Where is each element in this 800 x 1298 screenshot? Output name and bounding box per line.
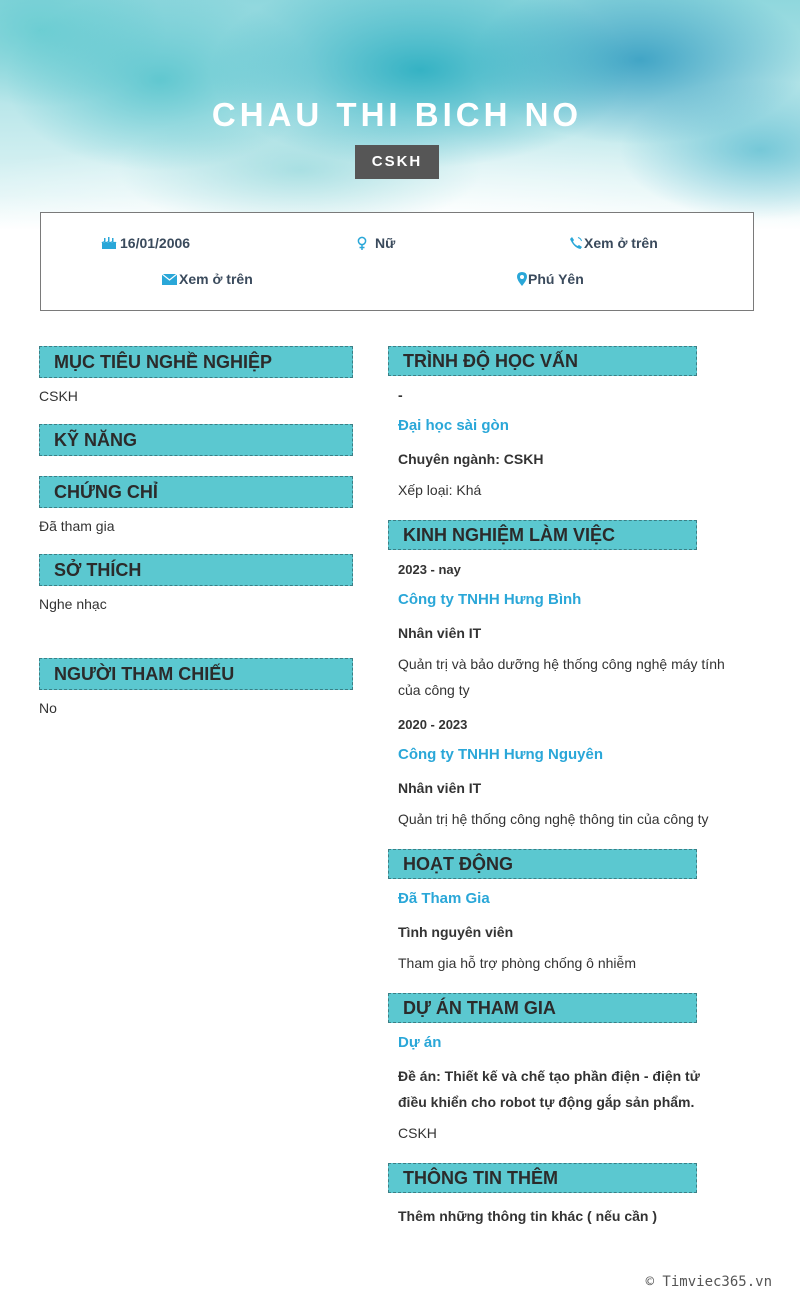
experience-time: 2023 - nay — [398, 562, 461, 577]
birthday-item — [101, 235, 190, 251]
extra-info-text: Thêm những thông tin khác ( nếu cần ) — [398, 1208, 658, 1224]
skills-title: KỸ NĂNG — [39, 424, 353, 456]
experience-company: Công ty TNHH Hưng Bình — [398, 591, 582, 608]
cake-icon — [101, 236, 117, 250]
birthday-value: 16/01/2006 — [120, 235, 191, 251]
experience-position: Nhân viên IT — [398, 780, 482, 796]
address-value: Phú Yên — [528, 271, 584, 287]
email-value: Xem ở trên — [179, 271, 253, 287]
phone-item — [569, 235, 658, 251]
job-title-badge: CSKH — [355, 145, 439, 179]
gender-value: Nữ — [375, 235, 396, 251]
copyright-footer: © Timviec365.vn — [645, 1274, 772, 1290]
extra-info-title: THÔNG TIN THÊM — [388, 1163, 697, 1193]
activities-title: HOẠT ĐỘNG — [388, 849, 697, 879]
projects-title: DỰ ÁN THAM GIA — [388, 993, 697, 1023]
objective-title: MỤC TIÊU NGHỀ NGHIỆP — [39, 346, 353, 378]
experience-description: Quản trị và bảo dưỡng hệ thống công nghệ máy tính của công ty — [398, 656, 725, 698]
activities-description: Tham gia hỗ trợ phòng chống ô nhiễm — [398, 955, 636, 971]
certificates-text: Đã tham gia — [39, 518, 115, 534]
objective-text: CSKH — [39, 388, 78, 404]
envelope-icon — [162, 274, 177, 285]
phone-value: Xem ở trên — [584, 235, 658, 251]
education-school: Đại học sài gòn — [398, 417, 509, 434]
female-icon — [357, 236, 367, 251]
certificates-title: CHỨNG CHỈ — [39, 476, 353, 508]
candidate-name: CHAU THI BICH NO — [211, 96, 583, 133]
experience-time: 2020 - 2023 — [398, 717, 468, 732]
experience-company: Công ty TNHH Hưng Nguyên — [398, 746, 604, 763]
hobbies-title: SỞ THÍCH — [39, 554, 353, 586]
education-major: Chuyên ngành: CSKH — [398, 451, 544, 467]
education-title: TRÌNH ĐỘ HỌC VẤN — [388, 346, 697, 376]
education-time: - — [398, 387, 403, 403]
experience-title: KINH NGHIỆM LÀM VIỆC — [388, 520, 697, 550]
activities-org: Đã Tham Gia — [398, 890, 490, 907]
experience-description: Quản trị hệ thống công nghệ thông tin của công ty — [398, 811, 709, 827]
map-pin-icon — [517, 272, 527, 286]
project-name: Dự án — [398, 1034, 442, 1051]
header-banner — [0, 0, 800, 230]
activities-role: Tình nguyên viên — [398, 924, 514, 940]
phone-icon — [569, 236, 583, 250]
email-item — [162, 271, 253, 287]
references-title: NGƯỜI THAM CHIẾU — [39, 658, 353, 690]
references-text: No — [39, 700, 57, 716]
project-detail: Đề án: Thiết kế và chế tạo phần điện - điện tử điều khiển cho robot tự động gắp sản phẩm. — [398, 1068, 700, 1110]
project-role: CSKH — [398, 1125, 437, 1141]
education-grade: Xếp loại: Khá — [398, 482, 482, 498]
gender-item — [357, 235, 395, 251]
address-item — [517, 271, 584, 287]
contact-info-box — [40, 212, 754, 311]
experience-position: Nhân viên IT — [398, 625, 482, 641]
hobbies-text: Nghe nhạc — [39, 596, 107, 612]
